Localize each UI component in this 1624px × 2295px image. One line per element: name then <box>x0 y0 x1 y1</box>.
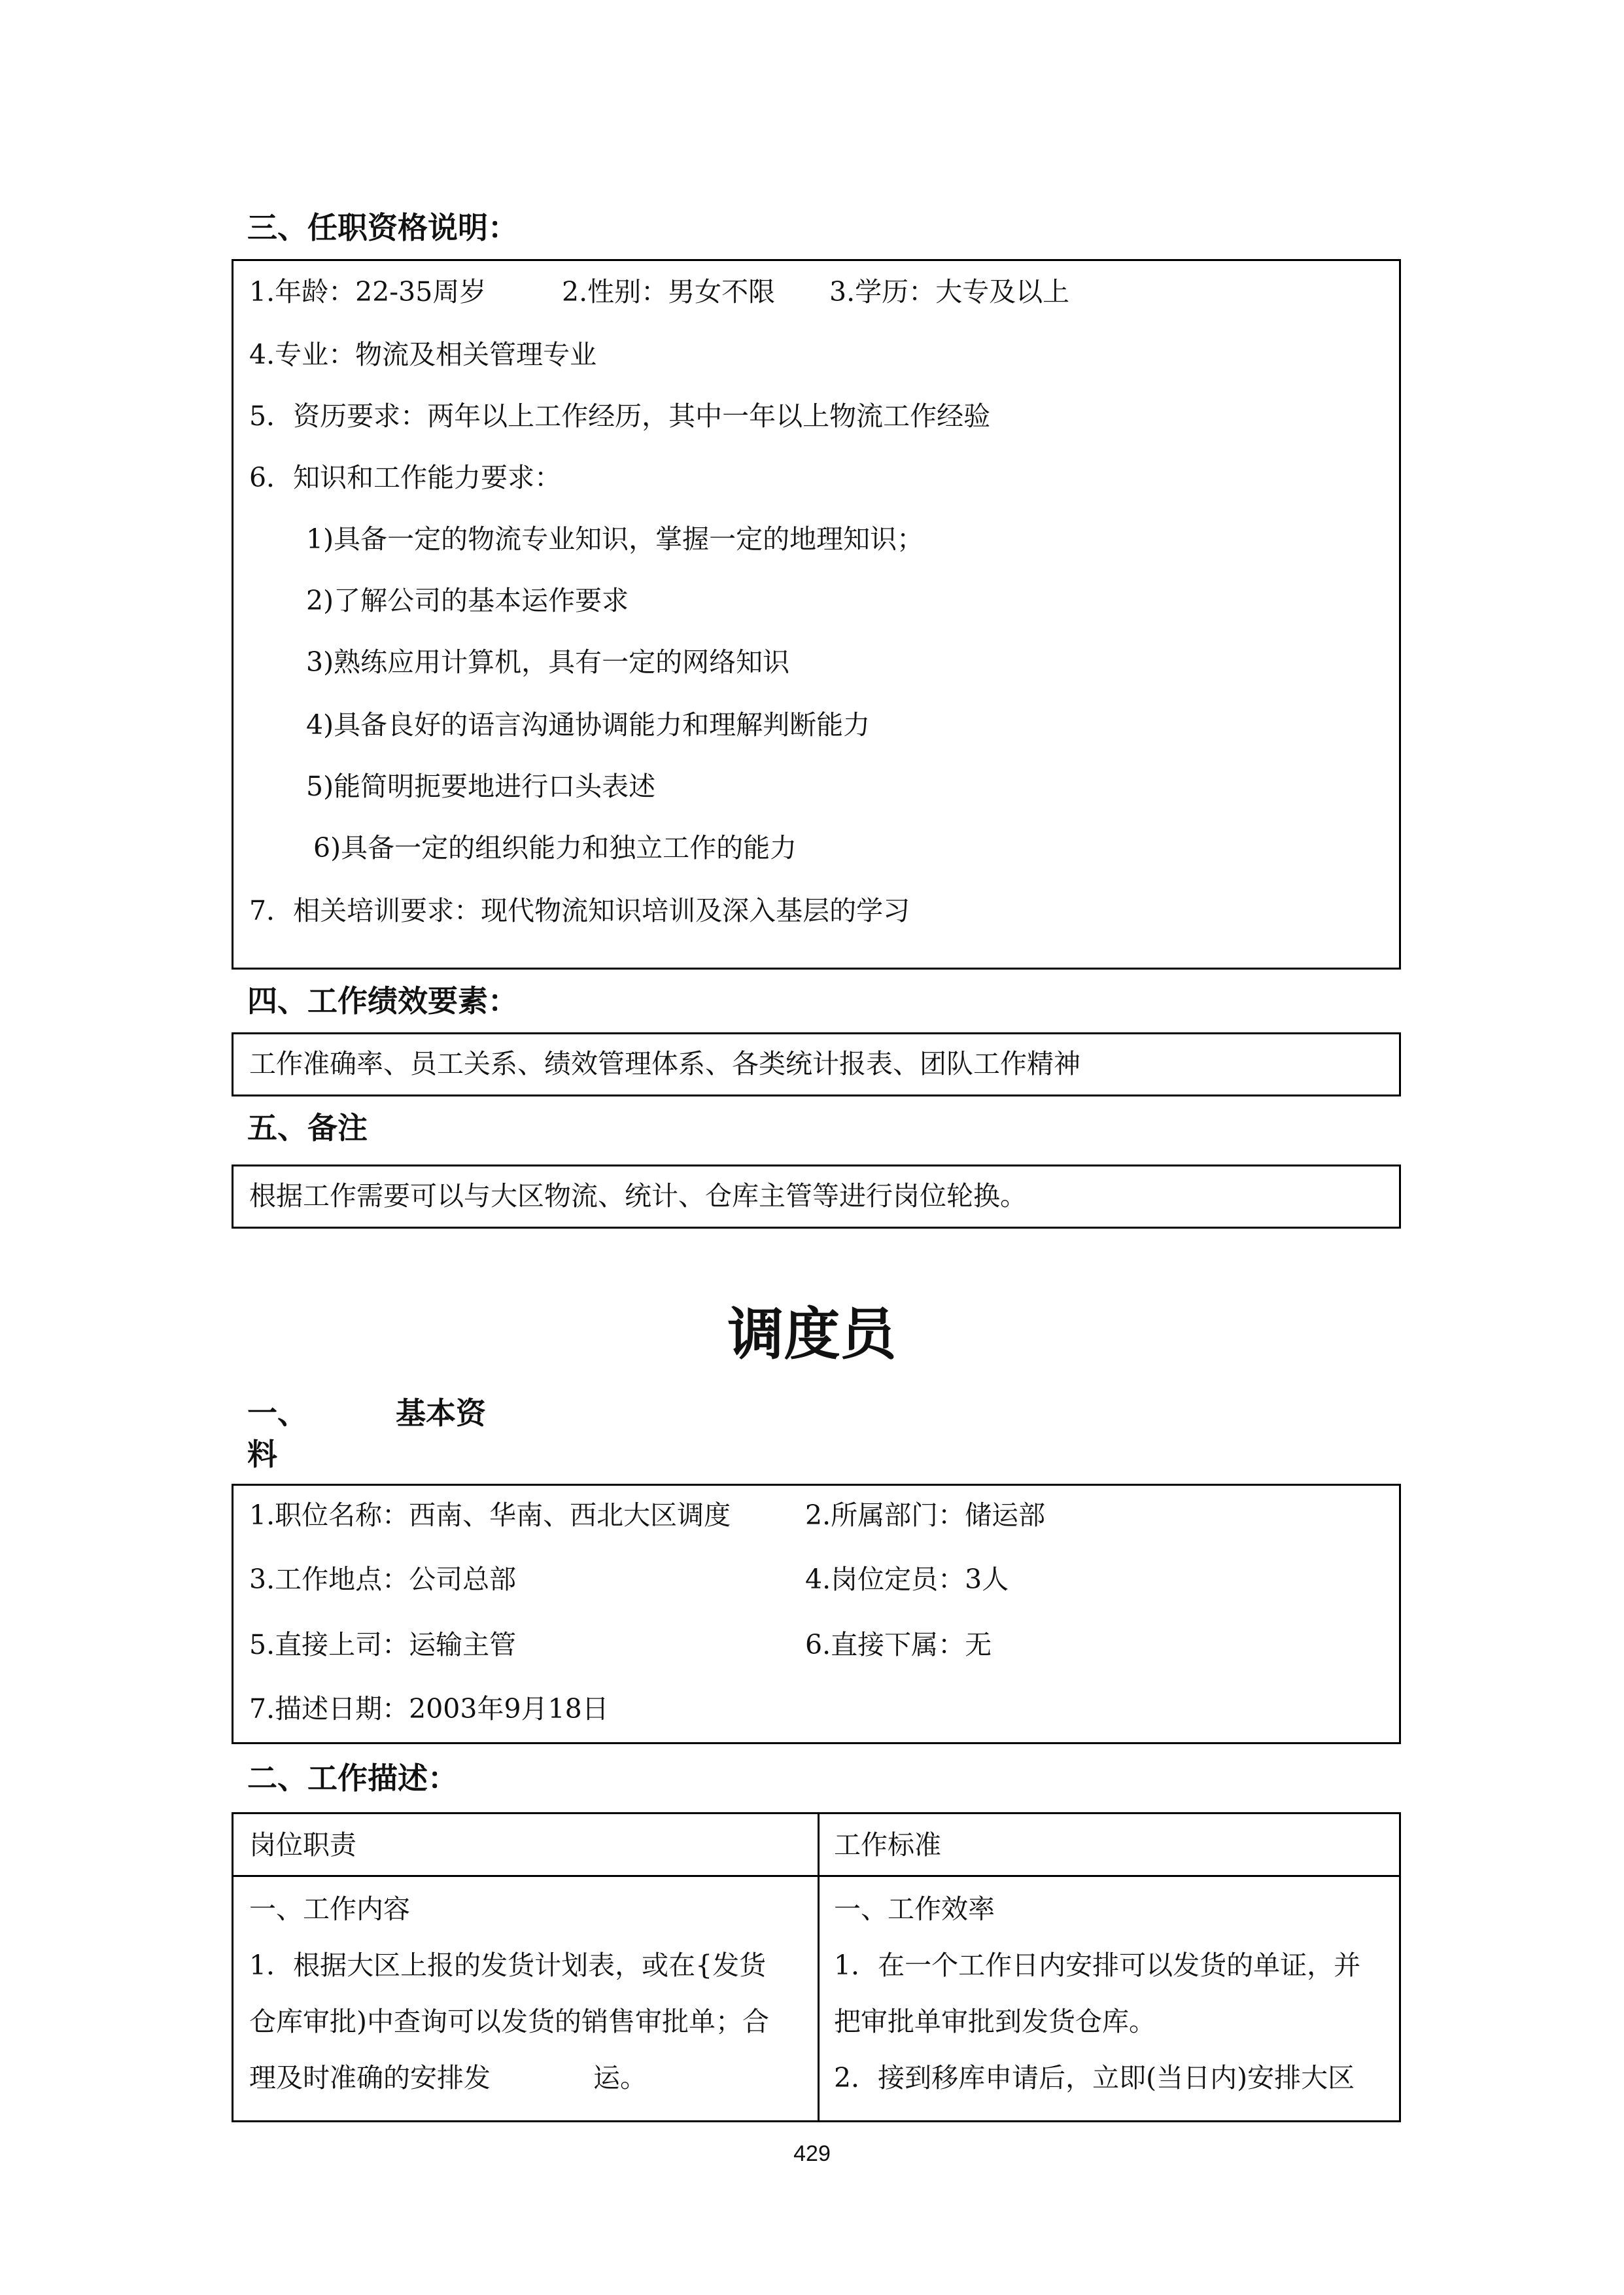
qual-subline-4: 4)具备良好的语言沟通协调能力和理解判断能力 <box>306 709 871 741</box>
basic-supervisor: 5.直接上司：运输主管 <box>249 1629 517 1660</box>
table-header-standards: 工作标准 <box>834 1829 941 1861</box>
basic-info-box <box>232 1484 1401 1744</box>
duties-line-2: 1．根据大区上报的发货计划表，或在{发货 <box>249 1950 767 1981</box>
qual-subline-1: 1)具备一定的物流专业知识，掌握一定的地理知识； <box>306 523 924 555</box>
table-header-duties: 岗位职责 <box>249 1829 356 1861</box>
basic-location: 3.工作地点：公司总部 <box>249 1564 517 1595</box>
basic-headcount: 4.岗位定员：3人 <box>805 1564 1009 1595</box>
page-number: 429 <box>793 2141 831 2166</box>
qual-line-gender: 2.性别：男女不限 <box>562 276 776 307</box>
qual-line-skills: 6．知识和工作能力要求： <box>249 462 562 493</box>
qual-subline-6: 6)具备一定的组织能力和独立工作的能力 <box>313 832 797 864</box>
basic-date: 7.描述日期：2003年9月18日 <box>249 1693 609 1725</box>
qual-line-major: 4.专业：物流及相关管理专业 <box>249 339 597 370</box>
basic-department: 2.所属部门：储运部 <box>805 1499 1046 1531</box>
standards-line-1: 一、工作效率 <box>834 1893 995 1925</box>
qual-subline-5: 5)能简明扼要地进行口头表述 <box>306 771 656 802</box>
performance-text: 工作准确率、员工关系、绩效管理体系、各类统计报表、团队工作精神 <box>249 1048 1080 1079</box>
duties-line-4a: 理及时准确的安排发 <box>249 2062 491 2094</box>
remarks-box <box>232 1165 1401 1229</box>
qual-line-age: 1.年龄：22-35周岁 <box>249 276 487 307</box>
qual-subline-2: 2)了解公司的基本运作要求 <box>306 585 629 616</box>
section-heading-remarks: 五、备注 <box>247 1110 368 1146</box>
performance-box <box>232 1032 1401 1096</box>
basic-position-name: 1.职位名称：西南、华南、西北大区调度 <box>249 1499 731 1531</box>
section-heading-work: 二、工作描述： <box>247 1761 458 1796</box>
remarks-text: 根据工作需要可以与大区物流、统计、仓库主管等进行岗位轮换。 <box>249 1180 1027 1212</box>
duties-line-1: 一、工作内容 <box>249 1893 410 1925</box>
section-heading-qualifications: 三、任职资格说明： <box>247 210 518 245</box>
qual-line-training: 7．相关培训要求：现代物流知识培训及深入基层的学习 <box>249 895 910 926</box>
standards-line-4: 2．接到移库申请后，立即(当日内)安排大区 <box>834 2062 1355 2094</box>
basic-heading-text: 基本资 <box>396 1395 486 1431</box>
duties-line-4b: 运。 <box>593 2062 647 2094</box>
standards-line-3: 把审批单审批到发货仓库。 <box>834 2006 1156 2037</box>
table-divider-vertical <box>818 1814 820 2120</box>
section-heading-performance: 四、工作绩效要素： <box>247 983 518 1019</box>
qual-line-education: 3.学历：大专及以上 <box>829 276 1070 307</box>
basic-subordinates: 6.直接下属：无 <box>805 1629 992 1660</box>
duties-line-3: 仓库审批)中查询可以发货的销售审批单；合 <box>249 2006 769 2037</box>
qualifications-box <box>232 259 1401 970</box>
qual-line-experience: 5．资历要求：两年以上工作经历，其中一年以上物流工作经验 <box>249 400 991 432</box>
page-title: 调度员 <box>727 1302 897 1367</box>
basic-heading-wrap: 料 <box>247 1437 277 1472</box>
standards-line-2: 1．在一个工作日内安排可以发货的单证，并 <box>834 1950 1361 1981</box>
qual-subline-3: 3)熟练应用计算机，具有一定的网络知识 <box>306 646 790 678</box>
table-divider-horizontal <box>233 1875 1399 1877</box>
work-table <box>232 1812 1401 2122</box>
basic-heading-number: 一、 <box>247 1395 307 1431</box>
